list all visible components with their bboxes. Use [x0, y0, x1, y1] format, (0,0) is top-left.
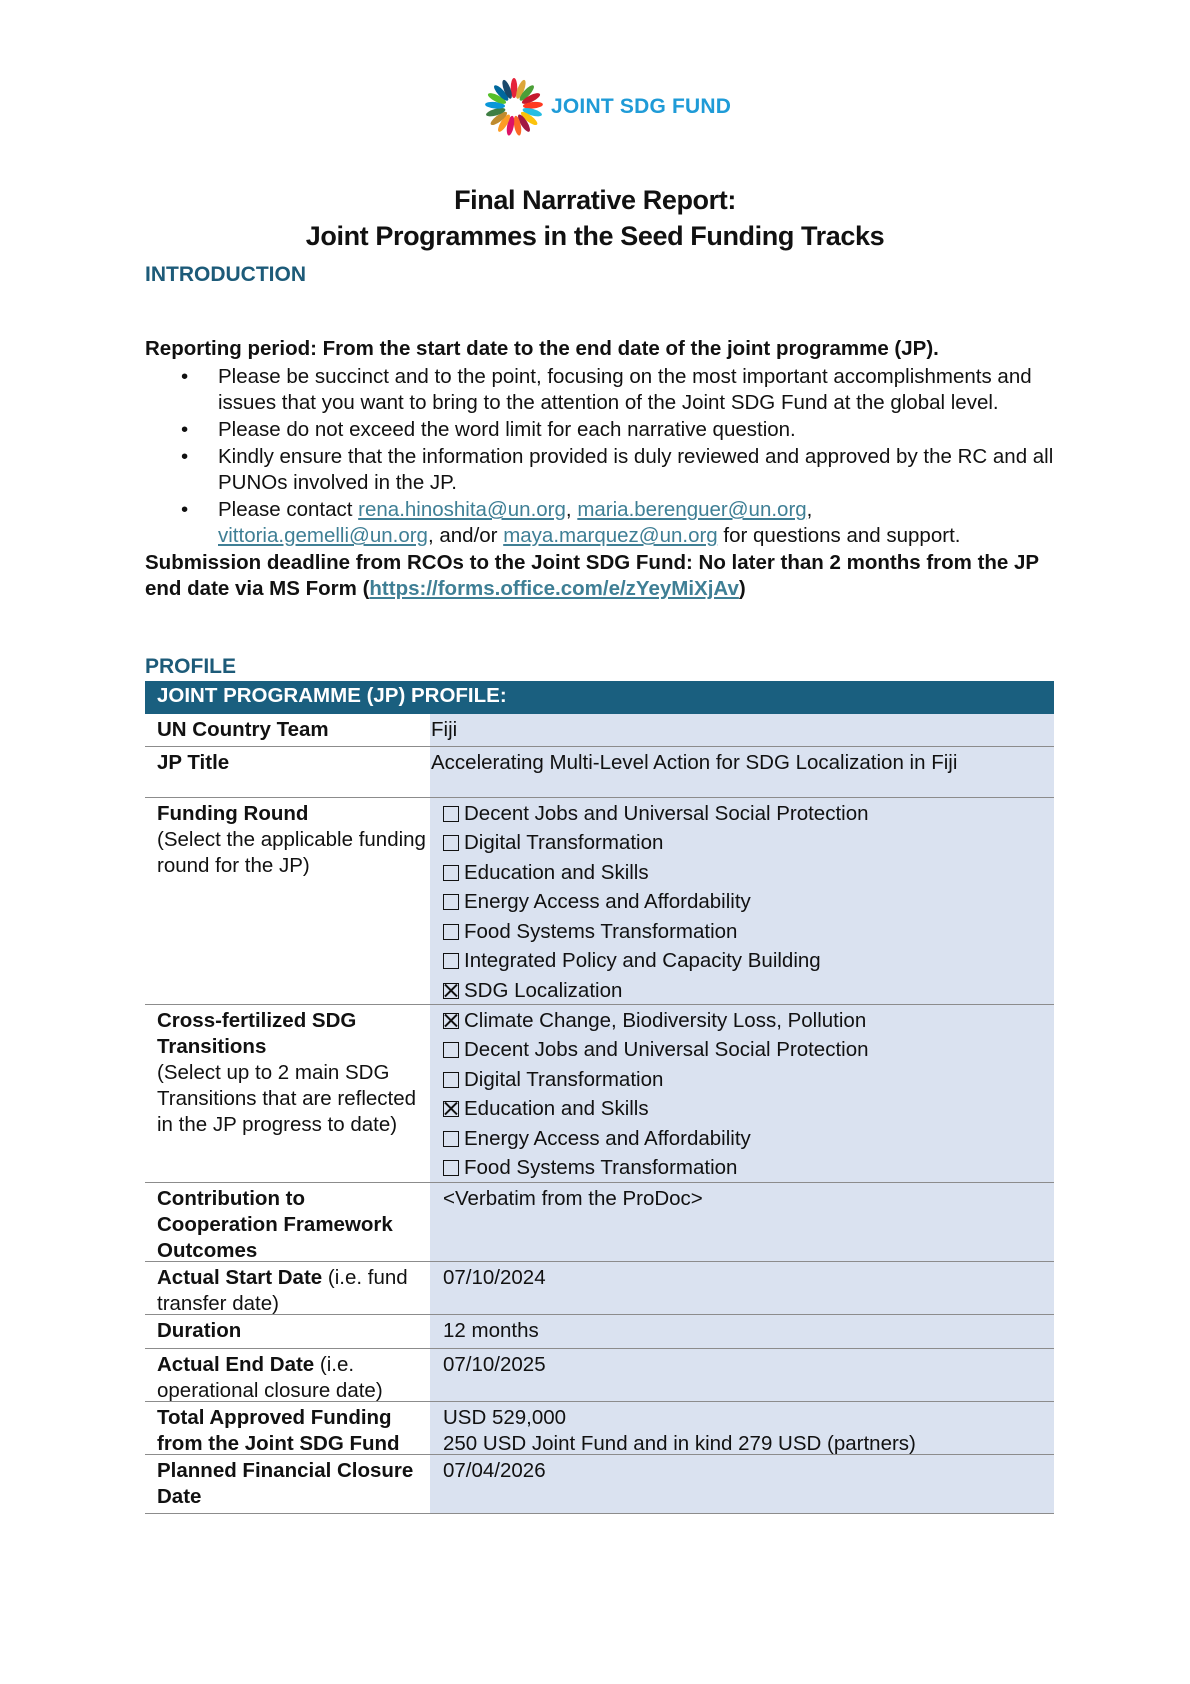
checkbox-option[interactable]: [443, 1124, 1054, 1154]
checkbox-option[interactable]: [443, 888, 1054, 918]
empty-box-icon[interactable]: [443, 806, 459, 822]
sdg-transition-options: [430, 1005, 1054, 1182]
checkbox-option[interactable]: [443, 1006, 1054, 1036]
checkbox-label: Education and Skills: [464, 860, 649, 884]
checkbox-label: Integrated Policy and Capacity Building: [464, 949, 821, 973]
empty-box-icon[interactable]: [443, 1131, 459, 1147]
checkbox-label: Food Systems Transformation: [464, 919, 738, 943]
table-row-sdg-transitions: Cross-fertilized SDG Transitions (Select up to 2 main SDG Transitions that are reflected in the JP progress to date) Climate Change, Biodiversity Loss, Pollution Decent Jobs and Universal Social Protection Digital Transformation Education and Skills Energy Access and Affordability Food Systems Transformation: [145, 1005, 1054, 1183]
table-row-duration: Duration 12 months: [145, 1315, 1054, 1349]
submission-deadline: Submission deadline from RCOs to the Joint SDG Fund: No later than 2 months from the JP end date via MS Form (https://forms.office.com/e/zYeyMiXjAv): [145, 551, 1039, 600]
page-title: [0, 182, 1190, 254]
ms-form-link[interactable]: https://forms.office.com/e/zYeyMiXjAv: [369, 577, 739, 600]
introduction-heading: INTRODUCTION: [145, 263, 306, 286]
table-row-jp-title: JP Title Accelerating Multi-Level Action for SDG Localization in Fiji: [145, 747, 1054, 798]
email-link-maya[interactable]: maya.marquez@un.org: [503, 524, 718, 547]
checkbox-option[interactable]: [443, 829, 1054, 859]
empty-box-icon[interactable]: [443, 924, 459, 940]
instruction-list: [145, 364, 1065, 549]
empty-box-icon[interactable]: [443, 1072, 459, 1088]
empty-box-icon[interactable]: [443, 953, 459, 969]
email-link-maria[interactable]: maria.berenguer@un.org: [577, 498, 807, 521]
checkbox-label: Food Systems Transformation: [464, 1156, 738, 1180]
checked-box-icon[interactable]: [443, 1101, 459, 1117]
email-link-vittoria[interactable]: vittoria.gemelli@un.org: [218, 524, 428, 547]
checked-box-icon[interactable]: [443, 983, 459, 999]
table-row-actual-start: Actual Start Date (i.e. fund transfer date) 07/10/2024: [145, 1262, 1054, 1315]
checkbox-label: Decent Jobs and Universal Social Protection: [464, 1038, 869, 1062]
instruction-item: • Kindly ensure that the information provided is duly reviewed and approved by the RC and all PUNOs involved in the JP.: [181, 445, 1054, 494]
sdg-wheel-icon: [483, 76, 545, 138]
funding-round-options: [430, 798, 1054, 1004]
jp-profile-table: [145, 681, 1054, 1514]
instruction-item: • Please do not exceed the word limit for each narrative question.: [181, 418, 796, 441]
instruction-item: • Please be succinct and to the point, focusing on the most important accomplishments and issues that you want to bring to the attention of the Joint SDG Fund at the global level.: [181, 365, 1032, 414]
table-row-actual-end: Actual End Date (i.e. operational closure date) 07/10/2025: [145, 1349, 1054, 1402]
checkbox-option[interactable]: [443, 1036, 1054, 1066]
empty-box-icon[interactable]: [443, 865, 459, 881]
checkbox-option[interactable]: [443, 1065, 1054, 1095]
table-row-contribution: Contribution to Cooperation Framework Outcomes <Verbatim from the ProDoc>: [145, 1183, 1054, 1262]
empty-box-icon[interactable]: [443, 1042, 459, 1058]
checkbox-option[interactable]: [443, 1154, 1054, 1184]
title-line-2: Joint Programmes in the Seed Funding Tracks: [305, 221, 885, 251]
checked-box-icon[interactable]: [443, 1013, 459, 1029]
checkbox-label: Decent Jobs and Universal Social Protection: [464, 801, 869, 825]
table-row-total-funding: Total Approved Funding from the Joint SDG Fund USD 529,000 250 USD Joint Fund and in kind 279 USD (partners): [145, 1402, 1054, 1455]
checkbox-option[interactable]: [443, 1095, 1054, 1125]
checkbox-option[interactable]: [443, 799, 1054, 829]
checkbox-label: Digital Transformation: [464, 1067, 664, 1091]
logo-text: JOINT SDG FUND: [551, 95, 732, 118]
email-link-rena[interactable]: rena.hinoshita@un.org: [358, 498, 566, 521]
empty-box-icon[interactable]: [443, 1160, 459, 1176]
checkbox-option[interactable]: [443, 947, 1054, 977]
checkbox-label: SDG Localization: [464, 978, 623, 1002]
contact-item: • Please contact rena.hinoshita@un.org, maria.berenguer@un.org, vittoria.gemelli@un.org, and/or maya.marquez@un.org for questions and support.: [181, 498, 961, 547]
checkbox-option[interactable]: [443, 917, 1054, 947]
empty-box-icon[interactable]: [443, 835, 459, 851]
empty-box-icon[interactable]: [443, 894, 459, 910]
table-row-funding-round: Funding Round (Select the applicable funding round for the JP) Decent Jobs and Universal Social Protection Digital Transformation Education and Skills Energy Access and Affordability Food Systems Transformation Integrated Policy and Capacity Building SDG Localization: [145, 798, 1054, 1005]
joint-sdg-fund-logo: [483, 76, 731, 138]
checkbox-option[interactable]: [443, 976, 1054, 1006]
checkbox-label: Energy Access and Affordability: [464, 890, 751, 914]
checkbox-label: Energy Access and Affordability: [464, 1126, 751, 1150]
checkbox-label: Education and Skills: [464, 1097, 649, 1121]
introduction-body: [145, 336, 1065, 602]
profile-heading: PROFILE: [145, 655, 237, 678]
reporting-period: Reporting period: From the start date to the end date of the joint programme (JP).: [145, 337, 939, 360]
table-row-financial-closure: Planned Financial Closure Date 07/04/2026: [145, 1455, 1054, 1514]
table-header: JOINT PROGRAMME (JP) PROFILE:: [145, 681, 1054, 714]
table-row-un-country-team: UN Country Team Fiji: [145, 714, 1054, 747]
title-line-1: Final Narrative Report:: [454, 185, 736, 215]
checkbox-label: Digital Transformation: [464, 831, 664, 855]
checkbox-option[interactable]: [443, 858, 1054, 888]
checkbox-label: Climate Change, Biodiversity Loss, Pollution: [464, 1008, 867, 1032]
